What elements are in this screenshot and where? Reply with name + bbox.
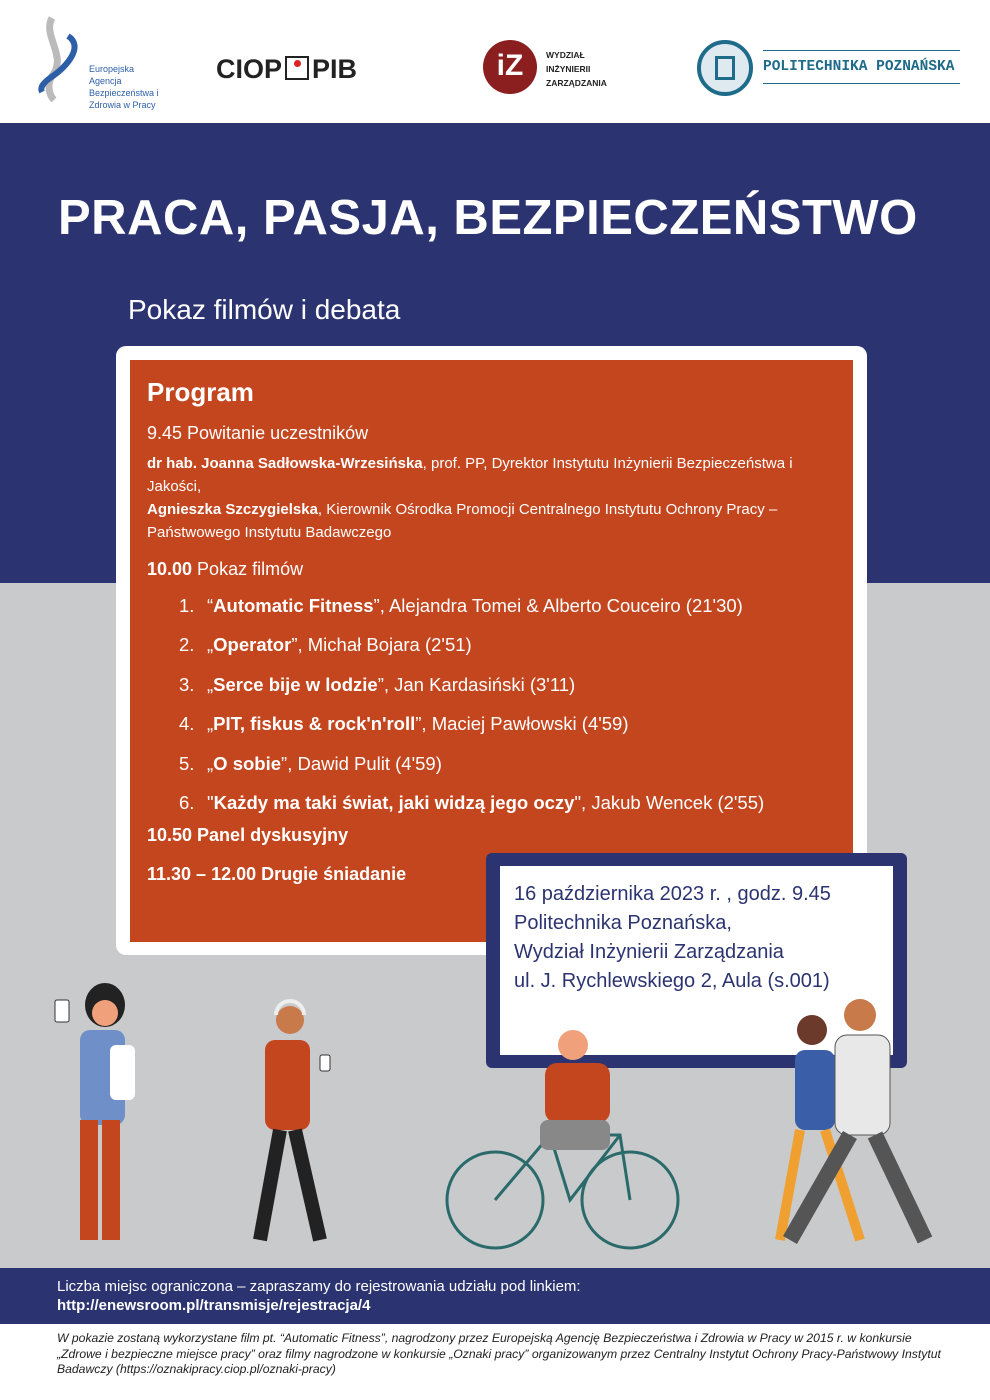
speaker-name: dr hab. Joanna Sadłowska-Wrzesińska (147, 455, 423, 472)
film-item (147, 665, 836, 704)
film-title: PIT, fiskus & rock'n'roll (213, 713, 416, 735)
event-faculty: Wydział Inżynierii Zarządzania (514, 941, 784, 963)
walking-couple-illustration (780, 999, 925, 1240)
film-number: 2. (179, 634, 195, 656)
film-number: 1. (179, 595, 195, 616)
film-number: 6. (179, 791, 195, 813)
film-open-quote: „ (207, 634, 214, 656)
event-venue: Politechnika Poznańska, (514, 912, 732, 934)
films-label: Pokaz filmów (192, 559, 304, 579)
speaker-name: Agnieszka Szczygielska (147, 501, 318, 518)
ciop-text: CIOP (216, 54, 283, 84)
wiz-line: ZARZĄDZANIA (546, 78, 607, 88)
films-time: 10.00 (147, 559, 193, 579)
film-item (147, 586, 836, 625)
cyclist-illustration (447, 1030, 678, 1248)
film-open-quote: „ (207, 673, 214, 695)
event-address: ul. J. Rychlewskiego 2, Aula (s.001) (514, 970, 830, 992)
breakfast-item: 11.30 – 12.00 Drugie śniadanie (147, 864, 407, 885)
registration-link[interactable]: http://enewsroom.pl/transmisje/rejestracja/4 (57, 1297, 371, 1314)
film-item (147, 704, 836, 743)
wiz-line: WYDZIAŁ (546, 50, 585, 60)
wiz-line: INŻYNIERII (546, 64, 591, 74)
film-item (147, 625, 836, 664)
film-item (147, 744, 836, 783)
film-title: Automatic Fitness (213, 595, 374, 616)
registration-text: Liczba miejsc ograniczona – zapraszamy do rejestrowania udziału pod linkiem: (57, 1278, 581, 1295)
film-item (147, 783, 836, 822)
speaker-role: , Kierownik Ośrodka Promocji Centralnego Instytutu Ochrony Pracy – Państwowego Instytutu Badawczego (147, 501, 778, 541)
film-number: 4. (179, 713, 195, 735)
registration-footer (0, 1268, 990, 1324)
logo-header (0, 0, 990, 123)
film-number: 5. (179, 752, 195, 774)
film-details: ”, Jan Kardasiński (3'11) (377, 673, 576, 695)
film-details: ”, Michał Bojara (2'51) (291, 634, 472, 656)
film-details: ”, Dawid Pulit (4'59) (281, 752, 442, 774)
ciop-pib-logo (216, 54, 357, 85)
put-logo-text: POLITECHNIKA POZNAŃSKA (763, 50, 960, 84)
film-title: O sobie (213, 752, 282, 774)
film-number: 3. (179, 673, 195, 695)
page-title: PRACA, PASJA, BEZPIECZEŃSTWO (58, 191, 918, 245)
film-list (147, 586, 836, 822)
eu-osha-logo-text: Europejska Agencja Bezpieczeństwa i Zdrowia w Pracy (89, 64, 159, 110)
speakers (147, 452, 836, 544)
put-seal-icon (697, 40, 753, 96)
event-date: 16 października 2023 r. , godz. 9.45 (514, 883, 831, 905)
film-open-quote: " (207, 791, 214, 813)
film-details: ”, Maciej Pawłowski (4'59) (415, 713, 629, 735)
subtitle: Pokaz filmów i debata (128, 294, 401, 325)
film-open-quote: „ (207, 713, 214, 735)
panel-item: 10.50 Panel dyskusyjny (147, 825, 349, 846)
wiz-logo-text (546, 48, 607, 90)
welcome-item: 9.45 Powitanie uczestników (147, 423, 369, 443)
film-open-quote: „ (207, 752, 214, 774)
people-illustration (0, 975, 990, 1265)
woman-with-phone-illustration (55, 983, 135, 1240)
footnote: W pokazie zostaną wykorzystane film pt. “Automatic Fitness”, nagrodzony przez Europejską Agencję Bezpieczeństwa i Zdrowia w Pracy w 2015 r. w konkursie „Zdrowe i bezpieczne miejsce pracy” oraz filmy nagrodzone w konkursie „Oznaki pracy” organizowanym przez Centralny Instytut Ochrony Pracy-Państwowy Instytut Badawczy (https://oznakipracy.ciop.pl/oznaki-pracy) (57, 1331, 941, 1376)
speaker-role: , prof. PP, Dyrektor Instytutu Inżynierii Bezpieczeństwa i Jakości, (147, 455, 793, 495)
film-open-quote: “ (207, 595, 214, 616)
film-title: Serce bije w lodzie (213, 673, 378, 695)
film-title: Każdy ma taki świat, jaki widzą jego oczy (213, 791, 575, 813)
pib-text: PIB (312, 54, 358, 84)
film-details: ", Jakub Wencek (2'55) (574, 791, 765, 813)
ciop-mark-icon (285, 56, 309, 80)
film-details: ”, Alejandra Tomei & Alberto Couceiro (21'30) (373, 595, 743, 616)
wiz-logo-icon: iZ (483, 40, 537, 94)
film-title: Operator (213, 634, 292, 656)
eu-osha-logo-icon (38, 16, 88, 102)
woman-with-headphones-illustration (260, 1001, 330, 1240)
program-heading: Program (147, 377, 254, 407)
films-heading (147, 558, 836, 580)
